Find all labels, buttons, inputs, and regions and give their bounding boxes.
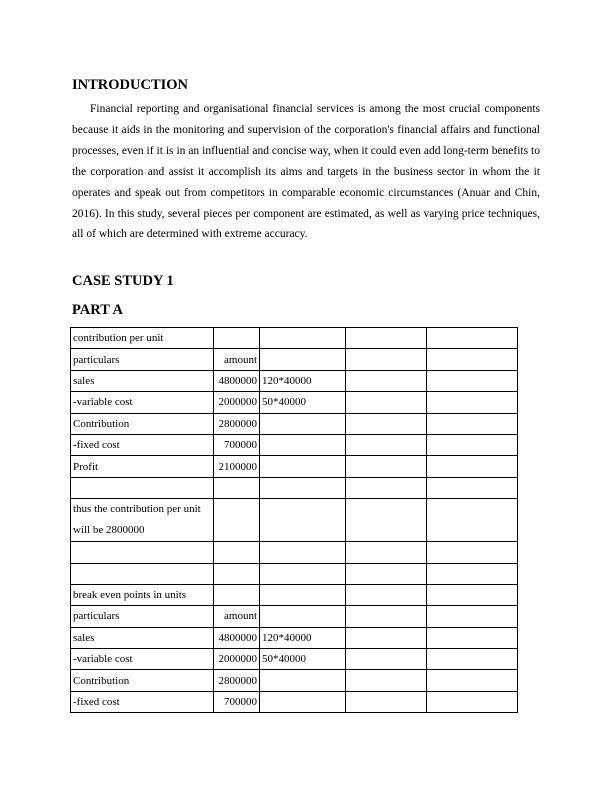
table-cell <box>427 584 518 605</box>
table-cell: 2000000 <box>214 649 260 670</box>
table-cell <box>260 691 346 712</box>
table-cell: 2000000 <box>214 392 260 413</box>
table-cell <box>214 477 260 498</box>
introduction-paragraph: Financial reporting and organisational financial services is among the most crucial components because it aids in the monitoring and supervision of the corporation's financial affairs and functional processes, even if it is in an influential and concise way, when it could even add long-term benefits to the corporation and assist it accomplish its aims and targets in the business sector in whom the it operates and speak out from competitors in comparable economic circumstances (Anuar and Chin, 2016). In this study, several pieces per component are estimated, as well as varying price techniques, all of which are determined with extreme accuracy. <box>72 103 540 241</box>
table-cell: Profit <box>71 456 214 477</box>
table-cell <box>260 606 346 627</box>
table-row <box>71 670 518 691</box>
financial-table <box>70 327 518 713</box>
table-cell <box>214 499 260 542</box>
table-cell <box>71 563 214 584</box>
table-cell <box>427 670 518 691</box>
table-cell: 700000 <box>214 434 260 455</box>
table-cell <box>427 627 518 648</box>
table-cell: thus the contribution per unit will be 2800000 <box>71 499 214 542</box>
table-row <box>71 370 518 391</box>
case-study-heading: CASE STUDY 1 <box>72 273 174 289</box>
table-cell: sales <box>71 627 214 648</box>
table-cell: particulars <box>71 606 214 627</box>
table-cell <box>260 563 346 584</box>
table-cell: Contribution <box>71 413 214 434</box>
table-cell: amount <box>214 606 260 627</box>
table-cell <box>427 392 518 413</box>
table-cell: 700000 <box>214 691 260 712</box>
table-cell <box>260 413 346 434</box>
table-cell <box>346 349 427 370</box>
table-cell <box>427 691 518 712</box>
table-cell: 4800000 <box>214 370 260 391</box>
table-cell <box>427 456 518 477</box>
table-cell: 50*40000 <box>260 392 346 413</box>
table-cell <box>346 691 427 712</box>
table-cell <box>260 584 346 605</box>
table-cell <box>346 456 427 477</box>
table-cell <box>427 370 518 391</box>
table-row <box>71 413 518 434</box>
table-cell <box>427 434 518 455</box>
table-cell: 50*40000 <box>260 649 346 670</box>
table-cell <box>346 499 427 542</box>
table-cell: particulars <box>71 349 214 370</box>
table-row <box>71 349 518 370</box>
table-cell: -variable cost <box>71 649 214 670</box>
table-cell <box>427 606 518 627</box>
table-cell <box>214 584 260 605</box>
table-cell <box>427 328 518 349</box>
table-cell <box>260 328 346 349</box>
table-cell <box>346 413 427 434</box>
table-row <box>71 542 518 563</box>
table-cell <box>346 392 427 413</box>
introduction-heading: INTRODUCTION <box>72 77 189 93</box>
table-cell <box>346 649 427 670</box>
table-cell: Contribution <box>71 670 214 691</box>
table-row <box>71 627 518 648</box>
table-cell <box>346 542 427 563</box>
table-row <box>71 456 518 477</box>
table-cell: break even points in units <box>71 584 214 605</box>
table-cell <box>427 563 518 584</box>
table-cell: -fixed cost <box>71 691 214 712</box>
table-cell <box>346 584 427 605</box>
table-cell: 4800000 <box>214 627 260 648</box>
table-cell: 120*40000 <box>260 370 346 391</box>
table-row <box>71 328 518 349</box>
table-cell: -fixed cost <box>71 434 214 455</box>
table-cell <box>427 542 518 563</box>
table-cell: contribution per unit <box>71 328 214 349</box>
table-row <box>71 563 518 584</box>
table-cell <box>260 499 346 542</box>
table-row <box>71 392 518 413</box>
table-cell <box>346 606 427 627</box>
table-cell <box>260 349 346 370</box>
table-cell <box>346 670 427 691</box>
table-cell <box>71 477 214 498</box>
table-cell <box>427 649 518 670</box>
table-cell: 2100000 <box>214 456 260 477</box>
table-cell <box>260 434 346 455</box>
table-cell <box>427 499 518 542</box>
table-cell <box>260 542 346 563</box>
table-cell <box>346 370 427 391</box>
table-cell <box>260 456 346 477</box>
table-cell <box>346 328 427 349</box>
table-cell <box>71 542 214 563</box>
table-cell <box>214 328 260 349</box>
table-cell <box>214 563 260 584</box>
table-cell <box>346 477 427 498</box>
table-cell: 2800000 <box>214 413 260 434</box>
table-cell <box>427 413 518 434</box>
table-cell: -variable cost <box>71 392 214 413</box>
table-cell: amount <box>214 349 260 370</box>
table-cell <box>260 477 346 498</box>
table-cell <box>427 349 518 370</box>
table-row <box>71 584 518 605</box>
table-row <box>71 649 518 670</box>
table-row <box>71 477 518 498</box>
table-cell: 120*40000 <box>260 627 346 648</box>
table-row <box>71 691 518 712</box>
table-row <box>71 499 518 542</box>
table-cell: 2800000 <box>214 670 260 691</box>
table-cell <box>214 542 260 563</box>
table-cell <box>346 627 427 648</box>
table-cell <box>346 563 427 584</box>
table-row <box>71 434 518 455</box>
table-cell <box>260 670 346 691</box>
table-cell: sales <box>71 370 214 391</box>
part-a-heading: PART A <box>72 302 123 318</box>
table-cell <box>427 477 518 498</box>
table-row <box>71 606 518 627</box>
table-cell <box>346 434 427 455</box>
